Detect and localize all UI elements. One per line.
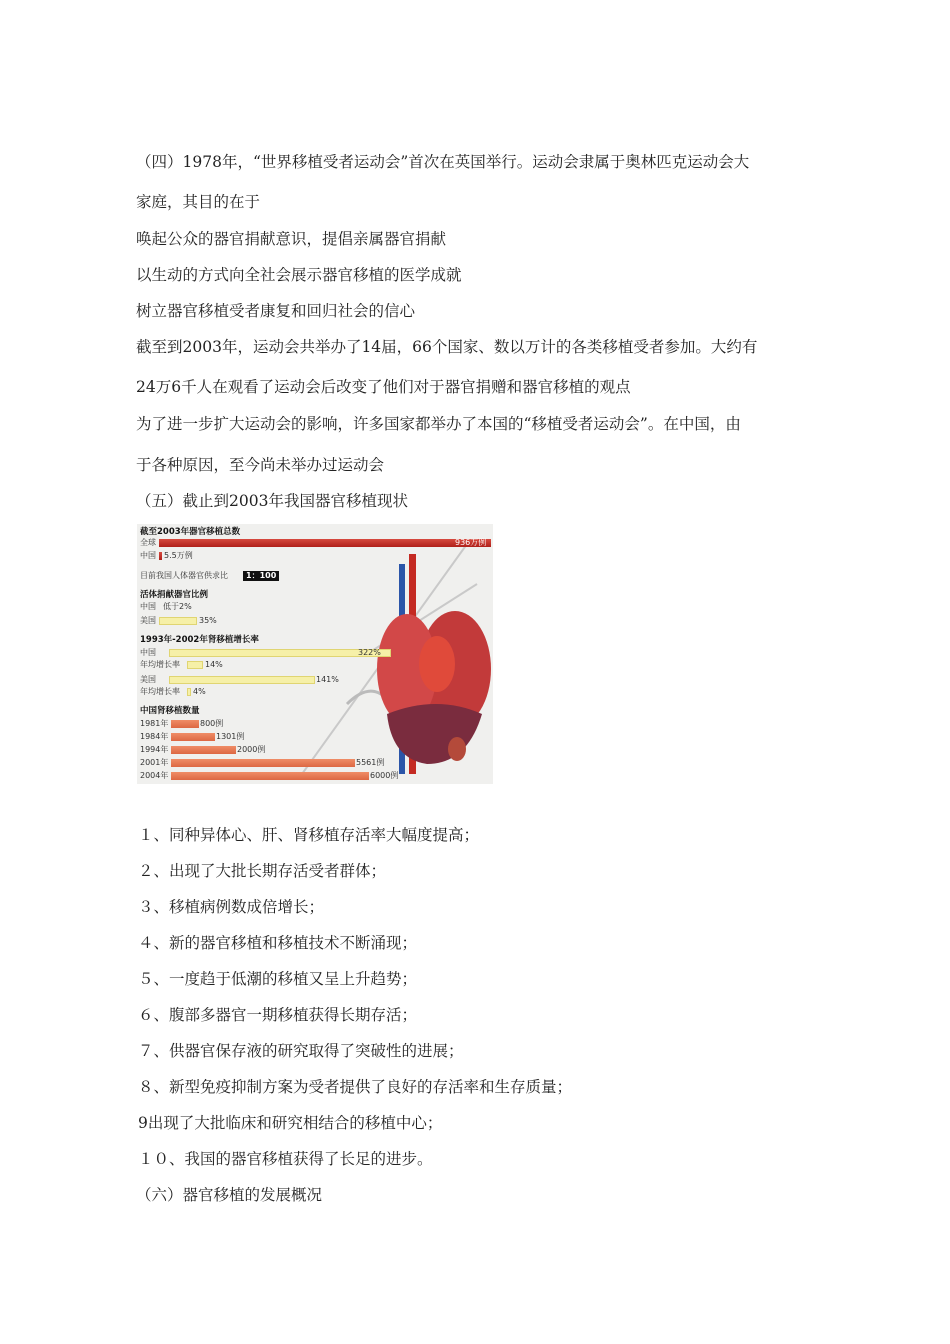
- heading-section-4-continuation: 家庭，其目的在于: [136, 193, 261, 211]
- kidney-count-value: 6000例: [370, 771, 399, 780]
- growth-china-label: 中国: [140, 648, 156, 657]
- supply-ratio-value: 1：100: [243, 571, 279, 581]
- kidney-count-bar: [171, 772, 369, 780]
- kidney-count-title: 中国肾移植数量: [140, 706, 200, 716]
- living-us-bar: [159, 617, 197, 625]
- growth-us-bar: [169, 676, 315, 684]
- living-us-value: 35%: [199, 616, 217, 625]
- kidney-count-bar: [171, 746, 236, 754]
- kidney-count-bar: [171, 733, 215, 741]
- growth-us-avg-bar: [187, 688, 191, 696]
- growth-china-value: 322%: [358, 648, 381, 657]
- list-item: １、同种异体心、肝、肾移植存活率大幅度提高；: [138, 826, 480, 844]
- kidney-year-label: 1981年: [140, 719, 169, 728]
- total-transplants-title: 截至2003年器官移植总数: [140, 527, 241, 537]
- growth-us-label: 美国: [140, 675, 156, 684]
- heading-section-5: （五）截止到2003年我国器官移植现状: [136, 492, 408, 510]
- growth-china-avg-bar: [187, 661, 203, 669]
- kidney-count-value: 800例: [200, 719, 224, 728]
- kidney-year-label: 1994年: [140, 745, 169, 754]
- paragraph-expand-line-2: 于各种原因，至今尚未举办过运动会: [136, 456, 385, 474]
- living-donation-title: 活体捐献器官比例: [140, 590, 209, 600]
- heading-section-4: （四）1978年，“世界移植受者运动会”首次在英国举行。运动会隶属于奥林匹克运动会大: [136, 153, 750, 171]
- growth-china-avg-value: 14%: [205, 660, 223, 669]
- list-item: ５、一度趋于低潮的移植又呈上升趋势；: [138, 970, 418, 988]
- list-item: ２、出现了大批长期存活受者群体；: [138, 862, 387, 880]
- purpose-item-3: 树立器官移植受者康复和回归社会的信心: [136, 302, 416, 320]
- list-item: ８、新型免疫抑制方案为受者提供了良好的存活率和生存质量；: [138, 1078, 573, 1096]
- global-label: 全球: [140, 538, 156, 547]
- growth-us-avg-value: 4%: [193, 687, 206, 696]
- global-value: 936万例: [455, 538, 487, 547]
- growth-us-avg-label: 年均增长率: [140, 687, 180, 696]
- kidney-count-bar: [171, 759, 355, 767]
- kidney-count-value: 2000例: [237, 745, 266, 754]
- living-china-label: 中国: [140, 602, 156, 611]
- purpose-item-2: 以生动的方式向全社会展示器官移植的医学成就: [136, 266, 462, 284]
- kidney-count-value: 5561例: [356, 758, 385, 767]
- list-item: ６、腹部多器官一期移植获得长期存活；: [138, 1006, 418, 1024]
- living-china-value: 低于2%: [163, 602, 192, 611]
- list-item: １０、我国的器官移植获得了长足的进步。: [138, 1150, 433, 1168]
- kidney-year-label: 2004年: [140, 771, 169, 780]
- organ-transplant-infographic: [137, 524, 493, 784]
- growth-china-avg-label: 年均增长率: [140, 660, 180, 669]
- kidney-growth-title: 1993年-2002年肾移植增长率: [140, 635, 259, 645]
- paragraph-games-line-2: 24万6千人在观看了运动会后改变了他们对于器官捐赠和器官移植的观点: [136, 378, 631, 396]
- china-total-bar: [159, 552, 162, 560]
- kidney-year-label: 2001年: [140, 758, 169, 767]
- living-us-label: 美国: [140, 616, 156, 625]
- china-value: 5.5万例: [164, 551, 193, 560]
- list-item: ３、移植病例数成倍增长；: [138, 898, 325, 916]
- kidney-year-label: 1984年: [140, 732, 169, 741]
- paragraph-games-line-1: 截至到2003年，运动会共举办了14届，66个国家、数以万计的各类移植受者参加。大约有: [136, 338, 758, 356]
- list-item: 9出现了大批临床和研究相结合的移植中心；: [138, 1114, 443, 1132]
- list-item: ４、新的器官移植和移植技术不断涌现；: [138, 934, 418, 952]
- kidney-count-value: 1301例: [216, 732, 245, 741]
- purpose-item-1: 唤起公众的器官捐献意识，提倡亲属器官捐献: [136, 230, 447, 248]
- growth-us-value: 141%: [316, 675, 339, 684]
- supply-ratio-label: 目前我国人体器官供求比: [140, 571, 228, 580]
- kidney-count-bar: [171, 720, 199, 728]
- list-item: ７、供器官保存液的研究取得了突破性的进展；: [138, 1042, 464, 1060]
- paragraph-expand-line-1: 为了进一步扩大运动会的影响，许多国家都举办了本国的“移植受者运动会”。在中国，由: [136, 415, 741, 433]
- global-total-bar: [159, 539, 491, 547]
- china-label: 中国: [140, 551, 156, 560]
- heading-section-6: （六）器官移植的发展概况: [136, 1186, 323, 1204]
